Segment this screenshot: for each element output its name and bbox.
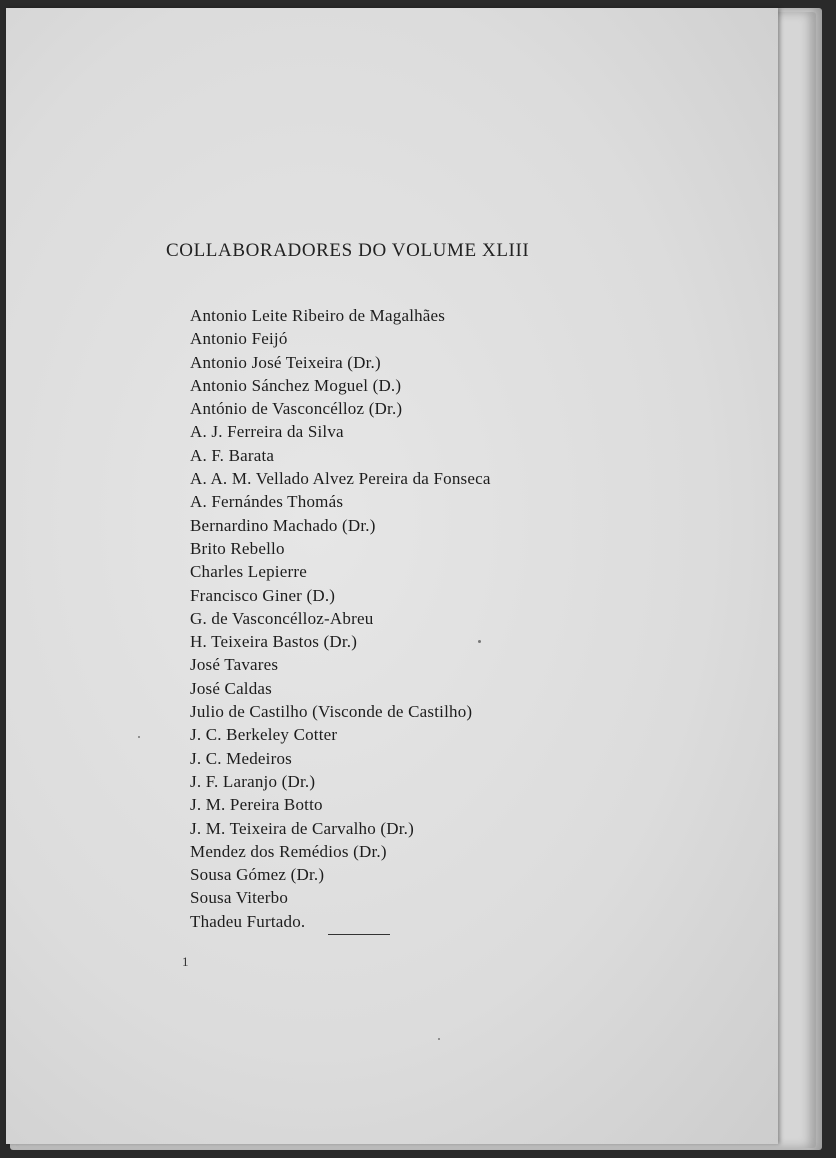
contributor-item: Antonio Feijó — [190, 329, 288, 349]
contributor-item: Charles Lepierre — [190, 562, 307, 582]
paper-speck — [138, 736, 140, 738]
contributor-item: José Tavares — [190, 655, 279, 675]
contributor-item: A. F. Barata — [190, 445, 275, 465]
book-page — [6, 8, 778, 1144]
paper-speck — [438, 1038, 440, 1040]
contributor-item: A. Fernándes Thomás — [190, 492, 344, 512]
contributor-item: G. de Vasconcélloz-Abreu — [190, 608, 374, 628]
contributor-item: José Caldas — [190, 678, 272, 698]
contributor-item: Thadeu Furtado. — [190, 911, 306, 931]
contributor-item: Brito Rebello — [190, 538, 285, 558]
contributor-item: Mendez dos Remédios (Dr.) — [190, 841, 387, 861]
contributor-item: H. Teixeira Bastos (Dr.) — [190, 632, 358, 652]
contributor-item: J. M. Teixeira de Carvalho (Dr.) — [190, 818, 414, 838]
contributor-item: Julio de Castilho (Visconde de Castilho) — [190, 702, 473, 722]
contributor-item: Sousa Gómez (Dr.) — [190, 865, 325, 885]
contributor-item: J. C. Medeiros — [190, 748, 292, 768]
contributor-item: J. M. Pereira Botto — [190, 795, 323, 815]
contributor-item: Bernardino Machado (Dr.) — [190, 515, 376, 535]
contributor-item: Antonio Leite Ribeiro de Magalhães — [190, 306, 446, 325]
contributor-item: Sousa Viterbo — [190, 888, 289, 908]
contributor-item: J. F. Laranjo (Dr.) — [190, 771, 316, 791]
closing-rule — [328, 934, 390, 935]
contributor-item: António de Vasconcélloz (Dr.) — [190, 399, 403, 419]
contributor-item: Antonio José Teixeira (Dr.) — [190, 352, 381, 372]
contributor-item: A. A. M. Vellado Alvez Pereira da Fonseca — [190, 469, 491, 489]
contributor-item: Antonio Sánchez Moguel (D.) — [190, 375, 402, 395]
contributor-list — [190, 304, 491, 933]
contributor-item: A. J. Ferreira da Silva — [190, 422, 344, 442]
signature-mark: 1 — [182, 954, 189, 969]
contributor-item: J. C. Berkeley Cotter — [190, 725, 338, 745]
page-title: COLLABORADORES DO VOLUME XLIII — [166, 240, 530, 261]
paper-speck — [478, 640, 481, 643]
contributor-item: Francisco Giner (D.) — [190, 585, 336, 605]
